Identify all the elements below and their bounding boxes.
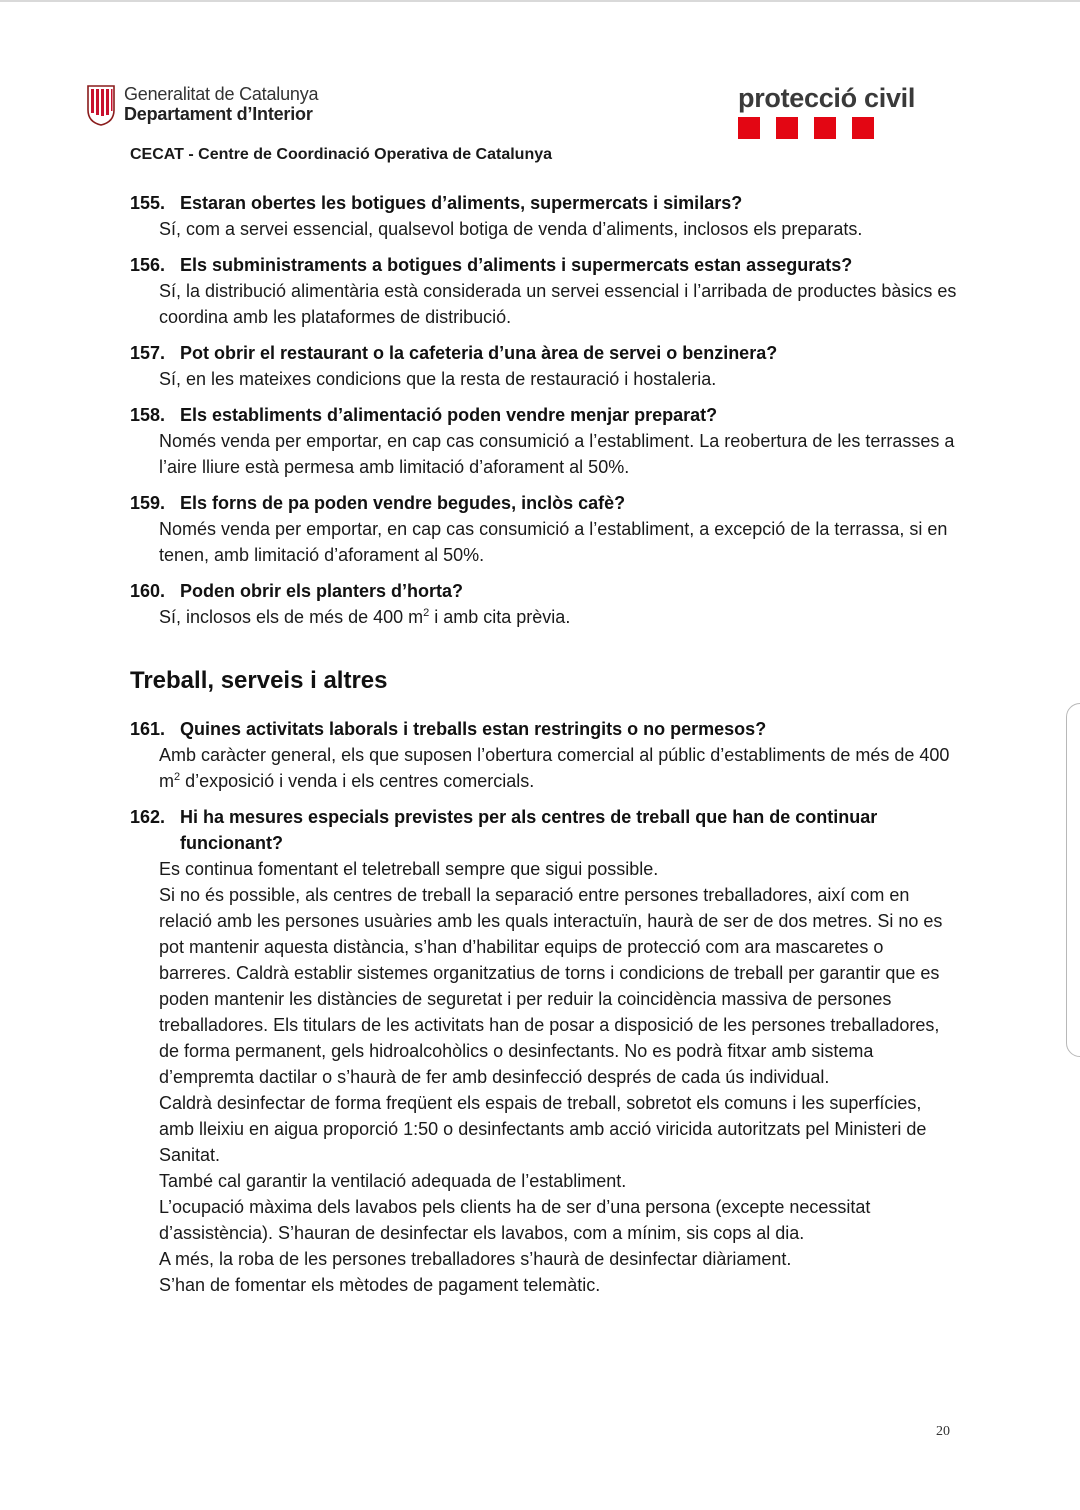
top-border <box>0 0 1080 2</box>
faq-item-155 <box>130 190 960 242</box>
proteccio-civil-logo <box>738 83 915 139</box>
question-text: Estaran obertes les botigues d’aliments, supermercats i similars? <box>180 193 743 213</box>
faq-item-160 <box>130 578 960 630</box>
answer-part: d’exposició i venda i els centres comercials. <box>180 771 535 791</box>
answer-paragraph: L’ocupació màxima dels lavabos pels clients ha de ser d’una persona (excepte necessitat d’assistència). S’hauran de desinfectar els lavabos, com a mínim, sis cops al dia. <box>159 1197 871 1243</box>
edge-panel-handle[interactable] <box>1066 703 1080 1057</box>
answer-text: Sí, la distribució alimentària està considerada un servei essencial i l’arribada de productes bàsics es coordina amb les plataformes de distribució. <box>159 281 957 327</box>
brand-square <box>738 117 760 139</box>
brand-square <box>776 117 798 139</box>
answer-paragraph: Si no és possible, als centres de treball la separació entre persones treballadores, així com en relació amb les persones usuàries amb les quals interactuïn, haurà de ser de dos metres. Si no es pot mantenir aquesta distància, s’han d’habilitar equips de protecció com ara mascaretes o barreres. Caldrà establir sistemes organitzatius de torns i condicions de treball per garantir que es poden mantenir les distàncies de seguretat i per reduir la coincidència massiva de persones treballadores. Els titulars de les activitats han de posar a disposició de les persones treballadores, de forma permanent, gels hidroalcohòlics o desinfectants. No es podrà fitxar amb sistema d’empremta dactilar o s’haurà de fer amb desinfecció després de cada ús individual. <box>159 885 943 1087</box>
brand-name: protecció civil <box>738 83 916 113</box>
superscript: 2 <box>174 771 181 783</box>
question-text: Els forns de pa poden vendre begudes, inclòs cafè? <box>180 493 626 513</box>
faq-item-157 <box>130 340 960 392</box>
question-number: 161. <box>130 719 166 739</box>
answer-paragraph: A més, la roba de les persones treballadores s’haurà de desinfectar diàriament. <box>159 1249 792 1269</box>
question-number: 162. <box>130 807 166 827</box>
answer-text <box>130 742 960 794</box>
answer-text: Només venda per emportar, en cap cas consumició a l’establiment, a excepció de la terrassa, si en tenen, amb limitació d’aforament al 50%. <box>159 519 948 565</box>
answer-paragraph: Caldrà desinfectar de forma freqüent els espais de treball, sobretot els comuns i les superfícies, amb lleixiu en aigua proporció 1:50 o desinfectants amb acció viricida autoritzats pel Ministeri de Sanitat. <box>159 1093 927 1165</box>
answer-text: Només venda per emportar, en cap cas consumició a l’establiment. La reobertura de les terrasses a l’aire lliure està permesa amb limitació d’aforament al 50%. <box>159 431 955 477</box>
brand-square <box>814 117 836 139</box>
question-number: 158. <box>130 405 166 425</box>
question-number: 155. <box>130 193 166 213</box>
faq-item-161 <box>130 716 960 794</box>
question-text: Pot obrir el restaurant o la cafeteria d’una àrea de servei o benzinera? <box>180 343 778 363</box>
generalitat-seal-icon <box>86 84 116 126</box>
answer-paragraph: S’han de fomentar els mètodes de pagament telemàtic. <box>159 1275 601 1295</box>
faq-item-162 <box>130 804 960 1298</box>
question-number: 156. <box>130 255 166 275</box>
department-name: Departament d’Interior <box>124 104 313 124</box>
faq-item-156 <box>130 252 960 330</box>
question-text: Poden obrir els planters d’horta? <box>180 581 464 601</box>
answer-part: Amb caràcter general, els que suposen l’obertura comercial al públic d’establiments de més de 400 m <box>159 745 950 791</box>
question-text: Quines activitats laborals i treballs estan restringits o no permesos? <box>180 719 767 739</box>
document-subtitle: CECAT - Centre de Coordinació Operativa de Catalunya <box>130 146 553 163</box>
document-body <box>130 190 960 1308</box>
answer-text <box>130 604 960 630</box>
page-number: 20 <box>936 1424 950 1439</box>
brand-squares <box>738 117 915 139</box>
superscript: 2 <box>423 607 430 619</box>
question-text: Hi ha mesures especials previstes per als centres de treball que han de continuar funcionant? <box>180 807 878 853</box>
answer-part: i amb cita prèvia. <box>429 607 571 627</box>
answer-part: Sí, inclosos els de més de 400 m <box>159 607 424 627</box>
answer-paragraph: També cal garantir la ventilació adequada de l’establiment. <box>159 1171 627 1191</box>
section-heading: Treball, serveis i altres <box>130 667 388 694</box>
faq-item-159 <box>130 490 960 568</box>
question-number: 159. <box>130 493 166 513</box>
question-number: 160. <box>130 581 166 601</box>
faq-item-158 <box>130 402 960 480</box>
brand-square <box>852 117 874 139</box>
question-number: 157. <box>130 343 166 363</box>
generalitat-logo <box>86 84 318 126</box>
answer-text: Sí, en les mateixes condicions que la resta de restauració i hostaleria. <box>159 369 717 389</box>
answer-text: Sí, com a servei essencial, qualsevol botiga de venda d’aliments, inclosos els preparats. <box>159 219 863 239</box>
question-text: Els establiments d’alimentació poden vendre menjar preparat? <box>180 405 718 425</box>
question-text: Els subministraments a botigues d’aliments i supermercats estan assegurats? <box>180 255 853 275</box>
answer-paragraph: Es continua fomentant el teletreball sempre que sigui possible. <box>159 859 659 879</box>
org-name: Generalitat de Catalunya <box>124 84 319 104</box>
